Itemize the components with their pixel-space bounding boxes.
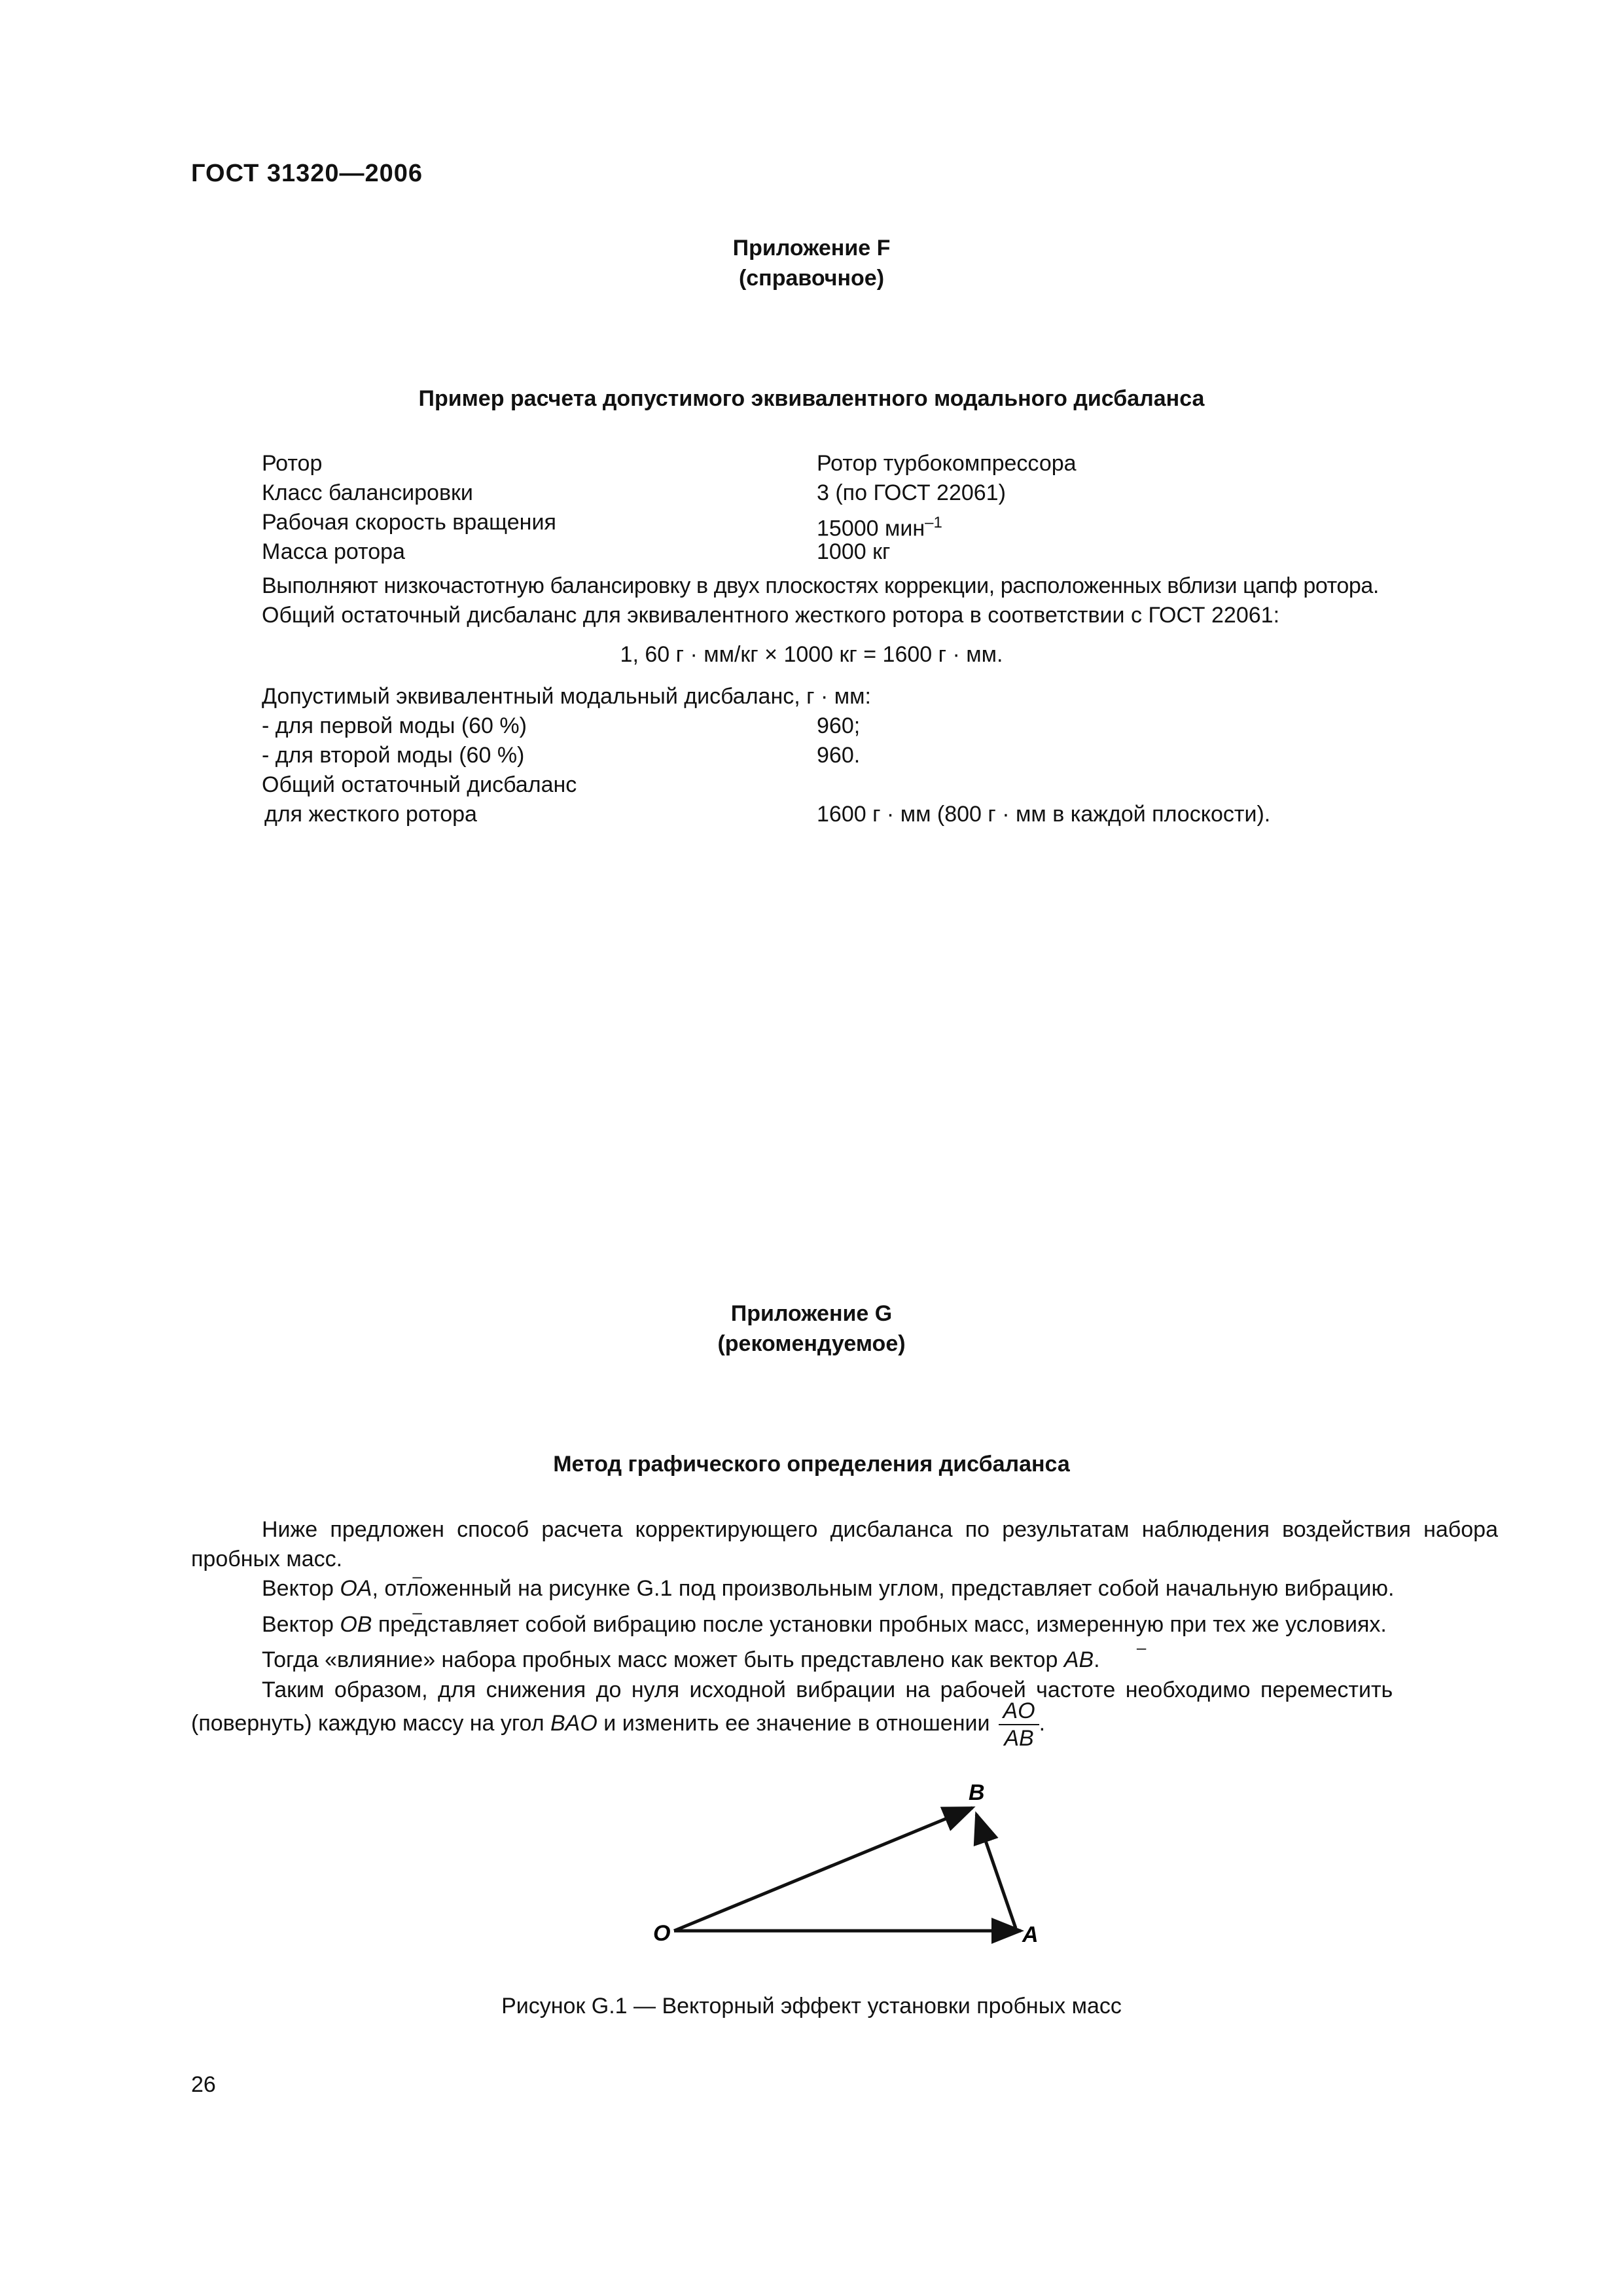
annex-f-heading [0, 233, 1623, 293]
param-label: Ротор [262, 451, 323, 476]
vector-ab-arrow [976, 1814, 1016, 1928]
p6-middle: и изменить ее значение в отношении [597, 1710, 990, 1736]
annex-g-heading [0, 1299, 1623, 1359]
param-label: Класс балансировки [262, 480, 473, 505]
p4-prefix: Тогда «влияние» набора пробных масс может быть представлено как вектор [262, 1647, 1064, 1672]
fraction-numerator: AO [999, 1698, 1039, 1725]
annex-f-title: Приложение F [732, 236, 891, 260]
p6-prefix: (повернуть) каждую массу на угол [191, 1710, 550, 1736]
page-number: 26 [191, 2072, 216, 2097]
figure-caption: Рисунок G.1 — Векторный эффект установки пробных масс [501, 1994, 1122, 2018]
allowable-unbalance-title: Допустимый эквивалентный модальный дисбаланс, г · мм: [262, 684, 871, 709]
annex-f-paragraph-1: Выполняют низкочастотную балансировку в двух плоскостях коррекции, расположенных вблизи цапф ротора. [262, 573, 1379, 598]
mode-label: - для первой моды (60 %) [262, 713, 527, 738]
param-label: Рабочая скорость вращения [262, 510, 556, 535]
total-value: 1600 г · мм (800 г · мм в каждой плоскости). [817, 802, 1271, 827]
annex-g-paragraph-6 [191, 1698, 1045, 1751]
speed-exponent: –1 [925, 514, 942, 531]
annex-f-status: (справочное) [738, 266, 885, 291]
vector-ob: OB – [340, 1612, 372, 1637]
annex-g-paragraph-1: Ниже предложен способ расчета корректирующего дисбаланса по результатам наблюдения воздействия набора пробных масс. [191, 1517, 1498, 1571]
annex-g-paragraph-5: Таким образом, для снижения до нуля исходной вибрации на рабочей частоте необходимо переместить [262, 1677, 1393, 1702]
vector-ob-arrow [674, 1808, 972, 1931]
annex-g-section-title: Метод графического определения дисбаланса [553, 1452, 1070, 1477]
p2-prefix: Вектор [262, 1576, 340, 1601]
fraction-denominator: AB [1004, 1726, 1034, 1751]
annex-f-paragraph-2: Общий остаточный дисбаланс для эквивалентного жесткого ротора в соответствии с ГОСТ 22061: [262, 603, 1280, 628]
vector-oa: OA – [340, 1576, 372, 1601]
param-label: Масса ротора [262, 539, 405, 564]
total-unbalance-line1: Общий остаточный дисбаланс [262, 772, 577, 797]
annex-g-paragraph-4 [191, 1645, 1498, 1675]
param-value: 1000 кг [817, 539, 891, 564]
unbalance-formula: 1, 60 г · мм/кг × 1000 кг = 1600 г · мм. [620, 642, 1003, 667]
annex-g-paragraph-3 [191, 1610, 1498, 1640]
param-value: 3 (по ГОСТ 22061) [817, 480, 1006, 505]
p2-suffix: , отложенный на рисунке G.1 под произвольным углом, представляет собой начальную вибрацию. [372, 1576, 1395, 1601]
total-label: для жесткого ротора [264, 802, 477, 827]
ratio-fraction [999, 1698, 1039, 1751]
document-code: ГОСТ 31320—2006 [191, 160, 423, 187]
p3-suffix: представляет собой вибрацию после установки пробных масс, измеренную при тех же условиях. [372, 1612, 1387, 1637]
annex-g-title: Приложение G [730, 1301, 893, 1326]
point-b-label: B [969, 1780, 985, 1805]
point-o-label: O [653, 1921, 671, 1946]
mode-value: 960; [817, 713, 861, 738]
vector-ab: AB – [1064, 1647, 1094, 1672]
p3-prefix: Вектор [262, 1612, 340, 1637]
annex-f-section-title: Пример расчета допустимого эквивалентного модального дисбаланса [418, 386, 1205, 411]
annex-g-status: (рекомендуемое) [717, 1331, 906, 1356]
point-a-label: A [1022, 1922, 1039, 1947]
mode-value: 960. [817, 743, 861, 768]
angle-bao: BAO [550, 1710, 597, 1736]
p6-end: . [1039, 1710, 1046, 1736]
p4-suffix: . [1094, 1647, 1100, 1672]
mode-label: - для второй моды (60 %) [262, 743, 525, 768]
param-value: Ротор турбокомпрессора [817, 451, 1077, 476]
vector-diagram [641, 1780, 1060, 1970]
speed-value: 15000 мин [817, 516, 925, 541]
